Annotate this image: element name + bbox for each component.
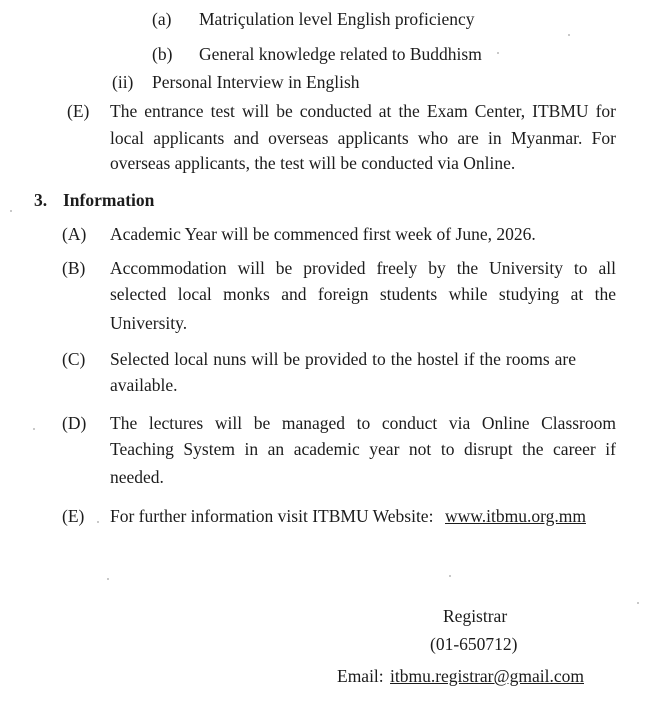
info-item-d-line-2: Teaching System in an academic year not to disrupt the career if [110,439,616,459]
info-item-d-marker: (D) [62,413,87,433]
info-item-b-marker: (B) [62,258,86,278]
scan-speck [568,34,570,36]
item-a-text: Matriçulation level English proficiency [199,9,475,29]
scan-speck [10,210,12,212]
info-item-d-line-3: needed. [110,467,164,487]
item-b-marker: (b) [152,44,173,64]
item-b-text: General knowledge related to Buddhism [199,44,482,64]
info-item-a-line-1: Academic Year will be commenced first week of June, 2026. [110,224,536,244]
registrar-title: Registrar [443,606,508,626]
info-item-c-marker: (C) [62,349,86,369]
email-link[interactable]: itbmu.registrar@gmail.com [390,666,584,686]
scan-speck [449,575,451,577]
scan-speck [33,428,35,430]
website-link[interactable]: www.itbmu.org.mm [445,506,586,526]
info-item-b-line-3: University. [110,313,188,333]
scan-speck [97,521,99,523]
scan-speck [497,52,499,54]
info-item-d-line-1: The lectures will be managed to conduct via Online Classroom [110,413,616,433]
entrance-test-line-3: overseas applicants, the test will be conducted via Online. [110,153,516,173]
registrar-phone: (01-650712) [430,634,518,654]
entrance-test-marker: (E) [67,101,90,121]
item-a-marker: (a) [152,9,172,29]
info-item-c-line-2: available. [110,375,178,395]
scan-speck [637,602,639,604]
item-ii-text: Personal Interview in English [152,72,360,92]
section-heading: Information [63,190,155,210]
entrance-test-line-1: The entrance test will be conducted at the Exam Center, ITBMU for [110,101,616,121]
item-ii-marker: (ii) [112,72,134,92]
info-item-c-line-1: Selected local nuns will be provided to the hostel if the rooms are [110,349,576,369]
entrance-test-line-2: local applicants and overseas applicants who are in Myanmar. For [110,128,616,148]
info-item-e-text: For further information visit ITBMU Website: [110,506,434,526]
info-item-e-marker: (E) [62,506,85,526]
info-item-a-marker: (A) [62,224,87,244]
scan-speck [107,578,109,580]
info-item-b-line-2: selected local monks and foreign students while studying at the [110,284,616,304]
email-label: Email: [337,666,384,686]
section-number: 3. [34,190,48,210]
info-item-b-line-1: Accommodation will be provided freely by the University to all [110,258,616,278]
